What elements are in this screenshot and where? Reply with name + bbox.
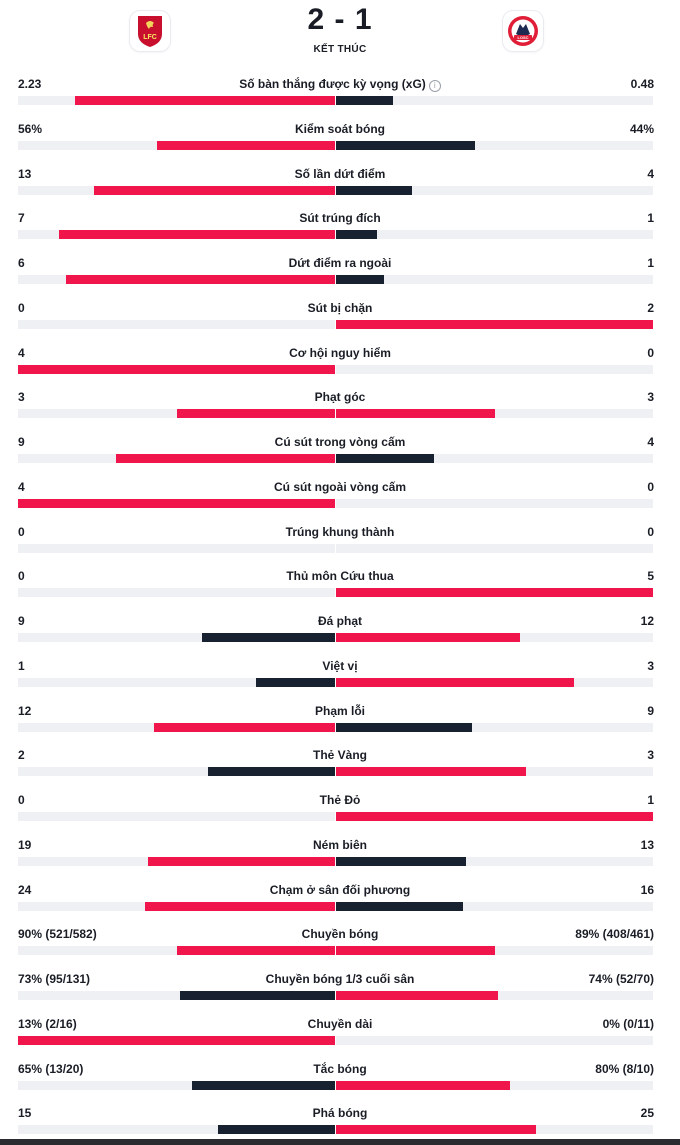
home-stat-value: 90% (521/582) xyxy=(18,927,97,942)
stat-row xyxy=(0,879,680,924)
away-stat-track xyxy=(336,320,653,329)
away-stat-track xyxy=(336,902,653,911)
away-stat-value: 74% (52/70) xyxy=(588,972,654,986)
away-stat-track xyxy=(336,633,653,642)
home-stat-track xyxy=(18,767,335,776)
home-stat-track xyxy=(18,1036,335,1045)
away-stat-value: 1 xyxy=(647,256,654,270)
home-stat-track xyxy=(18,454,335,463)
home-stat-bar xyxy=(202,633,335,642)
away-stat-value: 4 xyxy=(647,166,654,181)
away-stat-value: 16 xyxy=(640,882,654,897)
home-stat-bar xyxy=(177,409,336,418)
stat-row xyxy=(0,118,680,163)
away-stat-bar xyxy=(336,275,384,284)
away-stat-value: 13 xyxy=(640,837,654,852)
match-status: KẾT THÚC xyxy=(313,44,367,55)
home-stat-value: 73% (95/131) xyxy=(18,972,91,986)
away-stat-track xyxy=(336,96,653,105)
home-stat-track xyxy=(18,230,335,239)
home-stat-track xyxy=(18,812,335,821)
away-stat-bar xyxy=(336,1081,510,1090)
home-stat-track xyxy=(18,1081,335,1090)
home-stat-bar xyxy=(145,902,335,911)
away-stat-value: 0 xyxy=(647,479,654,494)
stat-label xyxy=(140,704,540,718)
away-stat-track xyxy=(336,499,653,508)
away-stat-track xyxy=(336,1081,653,1090)
away-stat-value: 1 xyxy=(647,211,654,226)
stat-label-text: Chuyền bóng 1/3 cuối sân xyxy=(265,972,415,986)
stat-label xyxy=(140,525,540,539)
stat-label xyxy=(140,927,540,941)
stat-label xyxy=(140,435,540,449)
away-stat-bar xyxy=(336,141,475,150)
away-stat-bar xyxy=(336,1125,536,1134)
home-stat-bar xyxy=(154,723,335,732)
home-stat-value: 0 xyxy=(18,793,25,807)
home-stat-bar xyxy=(208,767,335,776)
away-stat-track xyxy=(336,141,653,150)
stat-row xyxy=(0,521,680,566)
away-stat-track xyxy=(336,365,653,374)
stats-list xyxy=(0,73,680,1145)
stat-label-text: Số bàn thắng được kỳ vọng (xG) xyxy=(239,77,426,91)
away-stat-value: 9 xyxy=(647,703,654,718)
away-stat-bar xyxy=(336,320,653,329)
home-stat-value: 2.23 xyxy=(18,77,42,91)
home-stat-bar xyxy=(218,1125,335,1134)
home-stat-track xyxy=(18,1125,335,1134)
away-stat-track xyxy=(336,186,653,195)
stat-label-text: Đá phạt xyxy=(317,614,362,628)
home-stat-value: 65% (13/20) xyxy=(18,1061,84,1076)
match-score: 2 - 1 xyxy=(307,3,373,36)
away-stat-track xyxy=(336,544,653,553)
home-stat-track xyxy=(18,409,335,418)
away-stat-bar xyxy=(336,767,526,776)
stat-row xyxy=(0,476,680,521)
away-stat-track xyxy=(336,454,653,463)
home-stat-value: 15 xyxy=(18,1106,32,1121)
away-stat-value: 2 xyxy=(647,300,654,315)
home-badge-text: LFC xyxy=(143,34,157,41)
home-stat-value: 4 xyxy=(18,479,25,494)
home-stat-value: 0 xyxy=(18,524,25,539)
away-team-logo[interactable] xyxy=(503,11,543,51)
home-stat-value: 24 xyxy=(18,882,32,897)
away-stat-track xyxy=(336,812,653,821)
stat-row xyxy=(0,834,680,879)
home-stat-track xyxy=(18,902,335,911)
stat-label xyxy=(140,838,540,852)
home-stat-bar xyxy=(59,230,335,239)
stat-label xyxy=(140,480,540,494)
stat-label-text: Chạm ở sân đối phương xyxy=(269,882,411,897)
home-stat-bar xyxy=(157,141,335,150)
away-stat-bar xyxy=(336,454,434,463)
stat-label-text: Sút bị chặn xyxy=(307,300,373,315)
stat-label xyxy=(140,256,540,270)
stat-row xyxy=(0,744,680,789)
home-stat-track xyxy=(18,723,335,732)
away-stat-bar xyxy=(336,588,653,597)
away-stat-value: 0.48 xyxy=(630,77,654,91)
home-stat-bar xyxy=(94,186,335,195)
stat-label-text: Ném biên xyxy=(312,837,367,852)
home-stat-bar xyxy=(116,454,335,463)
stat-label-text: Thẻ Vàng xyxy=(312,748,367,763)
stat-label-text: Chuyền dài xyxy=(307,1016,373,1031)
home-stat-bar xyxy=(18,499,335,508)
stat-label-text: Cú sút trong vòng cấm xyxy=(274,435,406,449)
stat-row xyxy=(0,207,680,252)
away-stat-track xyxy=(336,1125,653,1134)
home-stat-track xyxy=(18,141,335,150)
away-stat-bar xyxy=(336,409,495,418)
away-stat-value: 44% xyxy=(629,121,654,136)
stat-row xyxy=(0,386,680,431)
away-stat-track xyxy=(336,946,653,955)
stat-label xyxy=(140,1106,540,1120)
home-stat-track xyxy=(18,633,335,642)
home-stat-track xyxy=(18,991,335,1000)
stat-label-text: Kiểm soát bóng xyxy=(294,121,385,136)
away-stat-track xyxy=(336,588,653,597)
stat-row xyxy=(0,968,680,1013)
stat-label xyxy=(140,211,540,225)
stat-label xyxy=(140,748,540,762)
away-stat-value: 0 xyxy=(647,345,654,360)
away-stat-value: 3 xyxy=(647,390,654,405)
home-stat-value: 2 xyxy=(18,748,25,763)
home-stat-value: 12 xyxy=(18,703,32,718)
away-stat-track xyxy=(336,1036,653,1045)
stat-label-text: Phạt góc xyxy=(314,390,366,405)
stat-label xyxy=(140,569,540,583)
home-stat-track xyxy=(18,186,335,195)
away-stat-value: 12 xyxy=(640,614,654,628)
stat-label xyxy=(140,346,540,360)
home-stat-value: 6 xyxy=(18,256,25,270)
home-stat-bar xyxy=(18,365,335,374)
away-stat-track xyxy=(336,678,653,687)
away-stat-track xyxy=(336,723,653,732)
stat-label-text: Việt vị xyxy=(322,658,358,673)
stat-label xyxy=(140,77,540,92)
stat-row xyxy=(0,655,680,700)
home-stat-track xyxy=(18,96,335,105)
info-icon[interactable]: i xyxy=(429,80,441,92)
home-stat-value: 0 xyxy=(18,569,25,584)
away-stat-bar xyxy=(336,857,466,866)
home-stat-bar xyxy=(148,857,335,866)
stat-label xyxy=(140,793,540,807)
stat-row xyxy=(0,297,680,342)
stat-label xyxy=(140,883,540,897)
stat-row xyxy=(0,1013,680,1058)
match-header xyxy=(0,0,680,62)
away-stat-value: 5 xyxy=(647,569,654,584)
stat-row xyxy=(0,252,680,297)
stat-row xyxy=(0,1058,680,1103)
home-stat-bar xyxy=(177,946,336,955)
home-stat-value: 13 xyxy=(18,166,32,181)
away-stat-track xyxy=(336,275,653,284)
stat-row xyxy=(0,923,680,968)
home-stat-track xyxy=(18,499,335,508)
stat-label-text: Sút trúng đích xyxy=(299,211,381,226)
stat-row xyxy=(0,700,680,745)
home-stat-bar xyxy=(66,275,335,284)
stat-row xyxy=(0,342,680,387)
stat-row xyxy=(0,565,680,610)
away-stat-bar xyxy=(336,678,574,687)
home-stat-track xyxy=(18,275,335,284)
home-stat-value: 9 xyxy=(18,614,25,628)
stat-label xyxy=(140,1062,540,1076)
stat-label-text: Số lần dứt điểm xyxy=(294,166,386,181)
stat-label xyxy=(140,122,540,136)
away-badge-text: LOSC xyxy=(517,35,529,40)
home-stat-value: 9 xyxy=(18,435,25,449)
stat-label xyxy=(140,659,540,673)
home-stat-value: 7 xyxy=(18,211,25,226)
home-stat-value: 13% (2/16) xyxy=(18,1016,77,1031)
stat-label xyxy=(140,301,540,315)
away-stat-bar xyxy=(336,633,520,642)
stat-label-text: Cơ hội nguy hiểm xyxy=(289,345,391,360)
away-stat-track xyxy=(336,409,653,418)
stat-row xyxy=(0,789,680,834)
away-stat-value: 25 xyxy=(640,1106,654,1121)
home-stat-bar xyxy=(75,96,335,105)
lille-crest-icon xyxy=(507,15,539,47)
bottom-edge xyxy=(0,1139,680,1145)
away-stat-bar xyxy=(336,723,472,732)
away-stat-track xyxy=(336,857,653,866)
away-stat-value: 3 xyxy=(647,748,654,763)
home-stat-value: 56% xyxy=(18,121,43,136)
away-stat-track xyxy=(336,991,653,1000)
away-stat-value: 3 xyxy=(647,658,654,673)
away-stat-bar xyxy=(336,96,393,105)
home-stat-track xyxy=(18,320,335,329)
away-stat-value: 1 xyxy=(647,793,654,807)
away-stat-value: 80% (8/10) xyxy=(595,1061,654,1076)
away-stat-bar xyxy=(336,812,653,821)
home-stat-bar xyxy=(256,678,335,687)
away-stat-bar xyxy=(336,946,495,955)
home-stat-track xyxy=(18,365,335,374)
home-stat-track xyxy=(18,588,335,597)
home-stat-track xyxy=(18,678,335,687)
home-stat-track xyxy=(18,946,335,955)
away-stat-value: 0 xyxy=(647,524,654,539)
home-stat-bar xyxy=(192,1081,335,1090)
stat-label xyxy=(140,390,540,404)
home-stat-value: 3 xyxy=(18,390,25,405)
stat-row xyxy=(0,73,680,118)
home-stat-value: 0 xyxy=(18,300,25,315)
away-stat-track xyxy=(336,767,653,776)
home-stat-track xyxy=(18,857,335,866)
stat-label-text: Phá bóng xyxy=(312,1106,368,1121)
away-stat-value: 0% (0/11) xyxy=(602,1016,654,1031)
stat-label-text: Cú sút ngoài vòng cấm xyxy=(273,479,406,494)
stat-label-text: Tắc bóng xyxy=(313,1061,367,1076)
home-stat-value: 1 xyxy=(18,658,25,673)
stat-row xyxy=(0,431,680,476)
stat-label-text: Dứt điểm ra ngoài xyxy=(288,256,392,270)
away-stat-bar xyxy=(336,902,463,911)
stat-label-text: Trúng khung thành xyxy=(285,524,395,539)
stat-label-text: Chuyền bóng xyxy=(301,927,379,942)
away-stat-track xyxy=(336,230,653,239)
home-stat-value: 4 xyxy=(18,345,25,360)
home-stat-track xyxy=(18,544,335,553)
stat-label xyxy=(140,167,540,181)
home-stat-bar xyxy=(18,1036,335,1045)
stat-label-text: Thẻ Đỏ xyxy=(319,793,361,807)
away-stat-bar xyxy=(336,991,498,1000)
away-stat-bar xyxy=(336,186,412,195)
stat-label xyxy=(140,1017,540,1031)
stat-label-text: Thủ môn Cứu thua xyxy=(286,569,394,584)
away-stat-value: 4 xyxy=(647,435,654,449)
away-stat-bar xyxy=(336,230,377,239)
stat-row xyxy=(0,610,680,655)
stat-row xyxy=(0,163,680,208)
away-stat-value: 89% (408/461) xyxy=(575,927,654,942)
stat-label-text: Phạm lỗi xyxy=(314,703,365,718)
home-stat-bar xyxy=(180,991,335,1000)
stat-label xyxy=(140,972,540,986)
stat-label xyxy=(140,614,540,628)
home-stat-value: 19 xyxy=(18,837,32,852)
